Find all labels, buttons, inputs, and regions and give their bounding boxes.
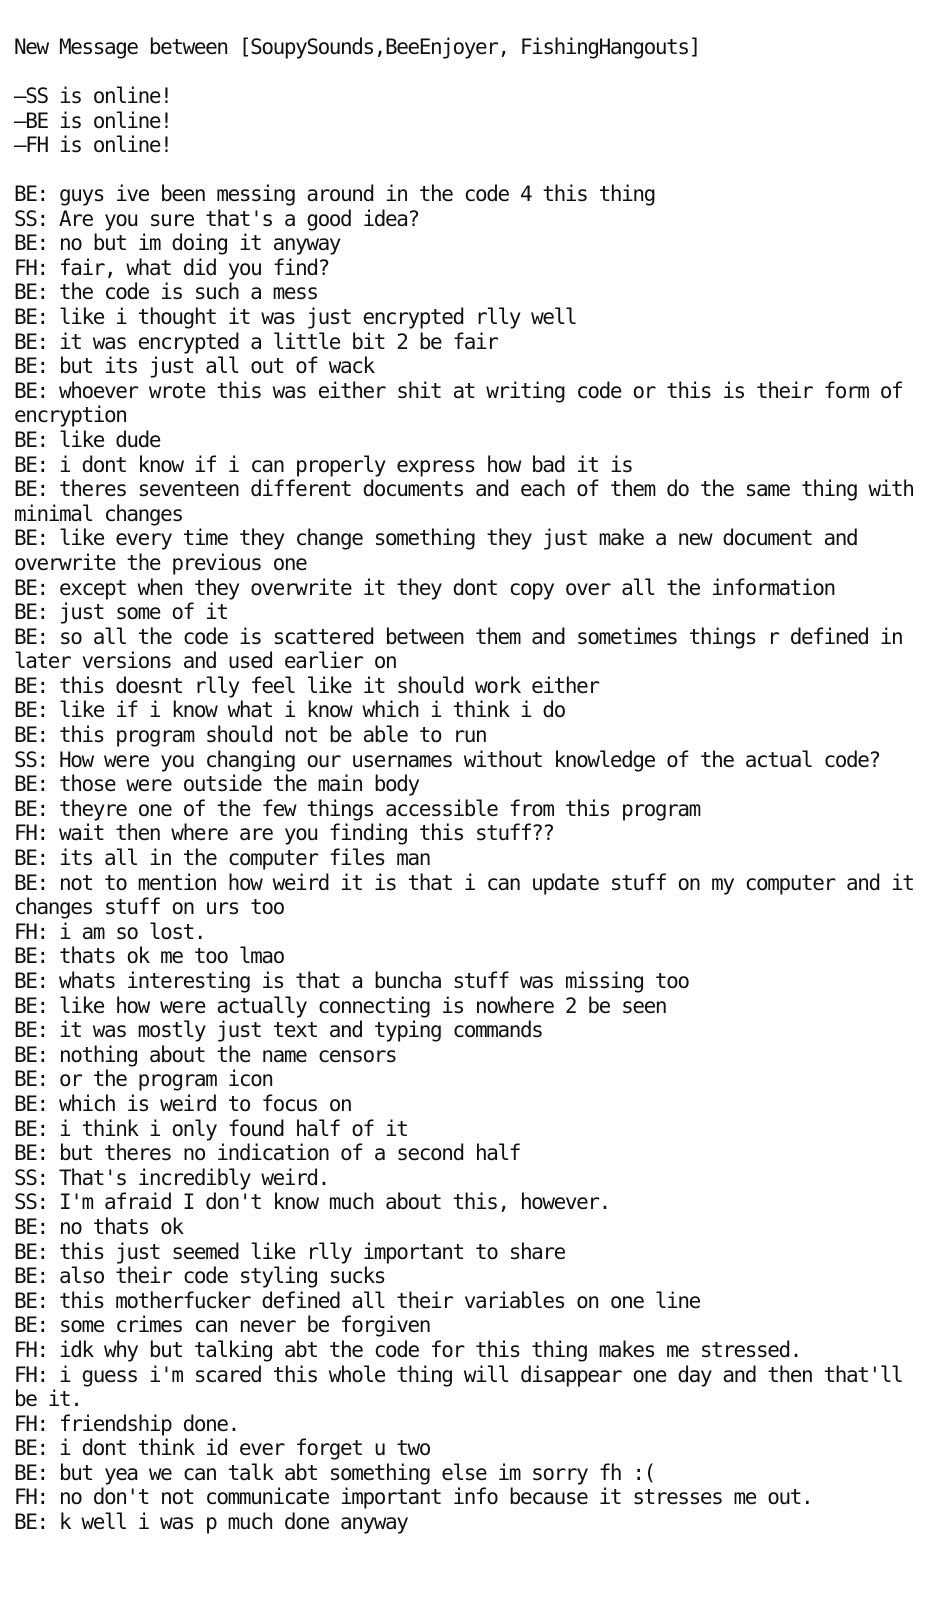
- message-line: BE: no but im doing it anyway: [14, 231, 341, 256]
- message-line: BE: it was mostly just text and typing commands: [14, 1018, 543, 1043]
- message-line: BE: guys ive been messing around in the code 4 this thing: [14, 182, 655, 206]
- message-line: BE: like every time they change something they just make a new document and overwrite the previous one: [14, 526, 869, 575]
- message-line: SS: That's incredibly weird.: [14, 1165, 329, 1190]
- message-line: BE: this motherfucker defined all their variables on one line: [14, 1288, 700, 1313]
- message-line: BE: theyre one of the few things accessible from this program: [14, 796, 700, 821]
- message-log: [14, 182, 932, 1535]
- status-line-fh: –FH is online!: [14, 133, 172, 158]
- online-status-list: [14, 84, 934, 158]
- message-line: BE: it was encrypted a little bit 2 be fair: [14, 329, 498, 354]
- message-line: BE: not to mention how weird it is that i can update stuff on my computer and it changes stuff on urs too: [14, 870, 925, 920]
- status-line-ss: –SS is online!: [14, 84, 172, 108]
- message-line: BE: k well i was p much done anyway: [14, 1510, 408, 1535]
- conversation-title: New Message between [SoupySounds,BeeEnjoyer, FishingHangouts]: [14, 35, 700, 59]
- message-line: BE: which is weird to focus on: [14, 1091, 352, 1116]
- message-line: BE: but yea we can talk abt something else im sorry fh :(: [14, 1460, 655, 1485]
- message-line: BE: also their code styling sucks: [14, 1264, 386, 1289]
- message-line: BE: the code is such a mess: [14, 280, 318, 305]
- message-line: BE: i think i only found half of it: [14, 1116, 408, 1141]
- message-line: BE: i dont think id ever forget u two: [14, 1436, 430, 1461]
- message-line: BE: except when they overwrite it they dont copy over all the information: [14, 575, 835, 600]
- message-line: FH: friendship done.: [14, 1411, 239, 1436]
- message-line: SS: How were you changing our usernames without knowledge of the actual code?: [14, 747, 880, 772]
- message-line: BE: those were outside the main body: [14, 772, 419, 797]
- message-line: BE: nothing about the name censors: [14, 1042, 397, 1067]
- message-line: SS: Are you sure that's a good idea?: [14, 206, 419, 231]
- message-line: BE: whats interesting is that a buncha stuff was missing too: [14, 969, 689, 993]
- message-line: BE: its all in the computer files man: [14, 846, 430, 871]
- status-line-be: –BE is online!: [14, 108, 172, 133]
- message-line: BE: whoever wrote this was either shit at writing code or this is their form of encryption: [14, 378, 914, 428]
- message-line: BE: like if i know what i know which i think i do: [14, 698, 565, 723]
- message-line: FH: i am so lost.: [14, 919, 206, 944]
- message-line: BE: no thats ok: [14, 1214, 183, 1239]
- message-line: BE: this doesnt rlly feel like it should work either: [14, 673, 599, 698]
- message-line: BE: like how were actually connecting is nowhere 2 be seen: [14, 993, 667, 1018]
- message-line: FH: no don't not communicate important info because it stresses me out.: [14, 1485, 813, 1510]
- message-line: BE: this program should not be able to run: [14, 723, 487, 748]
- message-line: FH: wait then where are you finding this stuff??: [14, 821, 554, 846]
- message-line: BE: theres seventeen different documents and each of them do the same thing with minimal changes: [14, 477, 925, 526]
- message-line: BE: thats ok me too lmao: [14, 944, 284, 969]
- message-line: BE: just some of it: [14, 600, 228, 625]
- message-line: SS: I'm afraid I don't know much about this, however.: [14, 1190, 610, 1215]
- message-line: BE: i dont know if i can properly express how bad it is: [14, 452, 633, 477]
- message-line: BE: but theres no indication of a second half: [14, 1141, 520, 1166]
- message-line: BE: this just seemed like rlly important to share: [14, 1239, 565, 1264]
- message-line: FH: fair, what did you find?: [14, 255, 329, 280]
- message-line: FH: i guess i'm scared this whole thing will disappear one day and then that'll be it.: [14, 1362, 914, 1412]
- message-line: BE: some crimes can never be forgiven: [14, 1313, 430, 1338]
- message-line: FH: idk why but talking abt the code for this thing makes me stressed.: [14, 1337, 802, 1362]
- message-line: BE: like dude: [14, 427, 161, 452]
- message-line: BE: like i thought it was just encrypted rlly well: [14, 304, 577, 329]
- message-line: BE: but its just all out of wack: [14, 354, 374, 379]
- message-line: BE: so all the code is scattered between them and sometimes things r defined in later versions and used earlier on: [14, 624, 914, 674]
- message-line: BE: or the program icon: [14, 1067, 273, 1092]
